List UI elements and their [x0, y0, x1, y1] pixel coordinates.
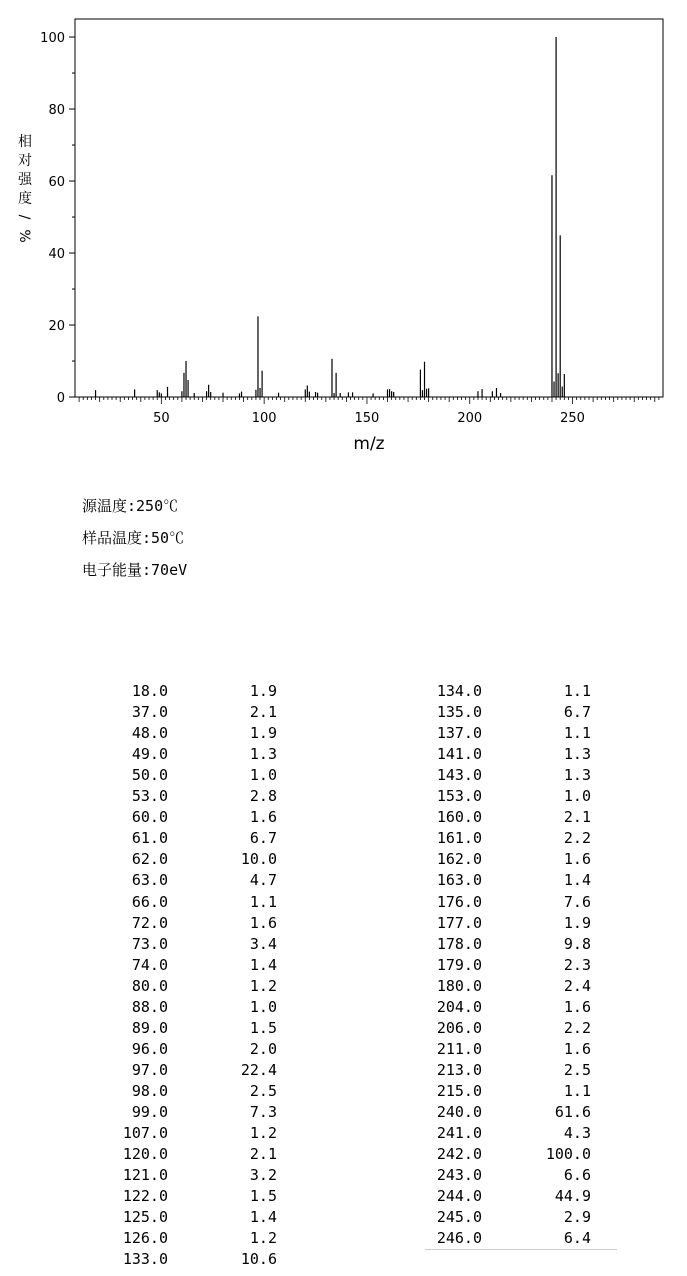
intensity-value: 2.5 — [563, 1060, 591, 1079]
mz-value: 241.0 — [436, 1124, 482, 1143]
intensity-value: 2.1 — [249, 1145, 277, 1164]
mz-value: 163.0 — [436, 871, 482, 890]
table-row — [0, 934, 687, 955]
mz-value: 37.0 — [131, 703, 168, 722]
mz-value: 206.0 — [436, 1018, 482, 1037]
y-tick-label: 100 — [40, 31, 65, 46]
spectrum-bars — [96, 37, 565, 397]
intensity-value: 4.7 — [249, 871, 277, 890]
intensity-value: 6.7 — [563, 703, 591, 722]
intensity-value: 2.3 — [563, 955, 591, 974]
mz-value: 244.0 — [436, 1187, 482, 1206]
mz-value: 48.0 — [131, 724, 168, 743]
y-axis-label-char: 度 — [18, 191, 32, 207]
intensity-value: 1.5 — [249, 1018, 277, 1037]
mz-value: 63.0 — [131, 871, 168, 890]
intensity-value: 1.9 — [249, 682, 277, 700]
y-tick-label: 40 — [48, 247, 65, 262]
table-row — [0, 765, 687, 786]
mz-value: 137.0 — [436, 724, 482, 743]
intensity-value: 61.6 — [554, 1103, 591, 1121]
table-row — [0, 1144, 687, 1165]
table-row — [0, 723, 687, 744]
intensity-value: 1.4 — [249, 955, 277, 974]
intensity-value: 1.2 — [249, 1124, 277, 1143]
intensity-value: 2.9 — [563, 1208, 591, 1227]
table-row — [0, 1018, 687, 1039]
mz-value: 125.0 — [122, 1208, 168, 1227]
mz-value: 61.0 — [131, 829, 168, 848]
table-divider — [425, 1249, 617, 1250]
table-row — [0, 1207, 687, 1228]
plot-frame — [75, 19, 663, 397]
y-axis-label-char: % — [16, 229, 32, 243]
mz-value: 161.0 — [436, 829, 482, 848]
table-row — [0, 1102, 687, 1123]
table-row — [0, 1186, 687, 1207]
intensity-value: 1.1 — [563, 1081, 591, 1100]
mz-value: 176.0 — [436, 892, 482, 911]
mz-value: 97.0 — [131, 1060, 168, 1079]
mz-value: 243.0 — [436, 1166, 482, 1185]
intensity-value: 1.3 — [249, 745, 277, 764]
mz-value: 213.0 — [436, 1060, 482, 1079]
table-row — [0, 913, 687, 934]
intensity-value: 1.0 — [249, 997, 277, 1016]
intensity-value: 2.1 — [249, 703, 277, 722]
mz-value: 134.0 — [436, 682, 482, 700]
intensity-value: 1.0 — [563, 787, 591, 806]
table-row — [0, 1123, 687, 1144]
mz-value: 80.0 — [131, 976, 168, 995]
intensity-value: 6.7 — [249, 829, 277, 848]
intensity-value: 1.0 — [249, 766, 277, 785]
intensity-value: 1.1 — [563, 682, 591, 700]
y-axis-label-char: 强 — [18, 172, 32, 188]
intensity-value: 100.0 — [545, 1145, 591, 1164]
y-axis-label-char: 相 — [18, 134, 32, 150]
table-row — [0, 1081, 687, 1102]
intensity-value: 2.2 — [563, 829, 591, 848]
table-row — [0, 828, 687, 849]
intensity-value: 1.5 — [249, 1187, 277, 1206]
intensity-value: 3.4 — [249, 934, 277, 953]
electron-energy: 电子能量:70eV — [82, 561, 188, 579]
table-row — [0, 849, 687, 870]
table-row — [0, 702, 687, 723]
intensity-value: 7.6 — [563, 892, 591, 911]
mz-value: 160.0 — [436, 808, 482, 827]
intensity-value: 1.2 — [249, 976, 277, 995]
intensity-value: 2.8 — [249, 787, 277, 806]
intensity-value: 1.6 — [563, 1039, 591, 1058]
mz-value: 74.0 — [131, 955, 168, 974]
mz-value: 141.0 — [436, 745, 482, 764]
peak-table-right — [0, 681, 687, 1271]
intensity-value: 2.4 — [563, 976, 591, 995]
mz-value: 72.0 — [131, 913, 168, 932]
measurement-conditions — [82, 490, 187, 586]
mz-value: 18.0 — [131, 682, 168, 700]
y-tick-label: 0 — [56, 391, 65, 406]
mz-value: 49.0 — [131, 745, 168, 764]
table-row — [0, 892, 687, 913]
mz-value: 66.0 — [131, 892, 168, 911]
mz-value: 73.0 — [131, 934, 168, 953]
mz-value: 143.0 — [436, 766, 482, 785]
intensity-value: 2.5 — [249, 1081, 277, 1100]
y-axis-label-char: 对 — [18, 153, 32, 169]
mz-value: 62.0 — [131, 850, 168, 869]
y-axis-ticks — [40, 31, 75, 406]
intensity-value: 1.9 — [249, 724, 277, 743]
mz-value: 89.0 — [131, 1018, 168, 1037]
mz-value: 153.0 — [436, 787, 482, 806]
intensity-value: 7.3 — [249, 1103, 277, 1121]
sample-temperature: 样品温度:50℃ — [82, 529, 185, 547]
intensity-value: 1.4 — [563, 871, 591, 890]
intensity-value: 3.2 — [249, 1166, 277, 1185]
y-axis-label-char: / — [16, 214, 32, 220]
table-row — [0, 955, 687, 976]
mz-value: 240.0 — [436, 1103, 482, 1121]
table-row — [0, 1228, 687, 1249]
mass-spectrum-chart — [0, 0, 687, 470]
y-axis-label — [16, 133, 33, 243]
mz-value: 211.0 — [436, 1039, 482, 1058]
table-row — [0, 997, 687, 1018]
intensity-value: 1.3 — [563, 745, 591, 764]
y-tick-label: 60 — [48, 175, 65, 190]
x-tick-label: 200 — [457, 411, 483, 426]
y-tick-label: 20 — [48, 319, 65, 334]
mz-value: 135.0 — [436, 703, 482, 722]
mz-value: 215.0 — [436, 1081, 482, 1100]
mz-value: 180.0 — [436, 976, 482, 995]
intensity-value: 2.2 — [563, 1018, 591, 1037]
table-row — [0, 976, 687, 997]
mz-value: 242.0 — [436, 1145, 482, 1164]
table-row — [0, 1060, 687, 1081]
mz-value: 126.0 — [122, 1229, 168, 1248]
mz-value: 120.0 — [122, 1145, 168, 1164]
table-row — [0, 870, 687, 891]
intensity-value: 1.1 — [563, 724, 591, 743]
table-row — [0, 786, 687, 807]
mz-value: 162.0 — [436, 850, 482, 869]
mz-value: 99.0 — [131, 1103, 168, 1121]
intensity-value: 1.2 — [249, 1229, 277, 1248]
mz-value: 122.0 — [122, 1187, 168, 1206]
intensity-value: 9.8 — [563, 934, 591, 953]
table-row — [0, 681, 687, 702]
mz-value: 177.0 — [436, 913, 482, 932]
intensity-value: 1.9 — [563, 913, 591, 932]
mz-value: 178.0 — [436, 934, 482, 953]
mz-value: 246.0 — [436, 1229, 482, 1248]
intensity-value: 1.6 — [249, 808, 277, 827]
mz-value: 50.0 — [131, 766, 168, 785]
mz-value: 245.0 — [436, 1208, 482, 1227]
mz-value: 179.0 — [436, 955, 482, 974]
intensity-value: 1.6 — [249, 913, 277, 932]
table-row — [0, 807, 687, 828]
y-tick-label: 80 — [48, 103, 65, 118]
intensity-value: 22.4 — [240, 1060, 277, 1079]
x-tick-label: 100 — [251, 411, 277, 426]
x-axis-ticks — [79, 397, 659, 426]
intensity-value: 2.1 — [563, 808, 591, 827]
mz-value: 96.0 — [131, 1039, 168, 1058]
mz-value: 88.0 — [131, 997, 168, 1016]
mz-value: 98.0 — [131, 1081, 168, 1100]
mz-value: 60.0 — [131, 808, 168, 827]
table-row — [0, 1165, 687, 1186]
mz-value: 107.0 — [122, 1124, 168, 1143]
intensity-value: 1.6 — [563, 850, 591, 869]
intensity-value: 1.3 — [563, 766, 591, 785]
x-axis-label: m/z — [353, 434, 385, 454]
table-row — [0, 1039, 687, 1060]
intensity-value: 4.3 — [563, 1124, 591, 1143]
table-row — [0, 744, 687, 765]
x-tick-label: 150 — [354, 411, 380, 426]
intensity-value: 1.6 — [563, 997, 591, 1016]
mz-value: 53.0 — [131, 787, 168, 806]
intensity-value: 1.1 — [249, 892, 277, 911]
x-tick-label: 250 — [560, 411, 585, 426]
intensity-value: 6.6 — [563, 1166, 591, 1185]
intensity-value: 44.9 — [554, 1187, 591, 1206]
intensity-value: 10.6 — [240, 1250, 277, 1269]
intensity-value: 10.0 — [240, 850, 277, 869]
mz-value: 121.0 — [122, 1166, 168, 1185]
intensity-value: 1.4 — [249, 1208, 277, 1227]
x-tick-label: 50 — [153, 411, 170, 426]
intensity-value: 6.4 — [563, 1229, 591, 1248]
mz-value: 133.0 — [122, 1250, 168, 1269]
intensity-value: 2.0 — [249, 1039, 277, 1058]
source-temperature: 源温度:250℃ — [82, 497, 179, 515]
mz-value: 204.0 — [436, 997, 482, 1016]
